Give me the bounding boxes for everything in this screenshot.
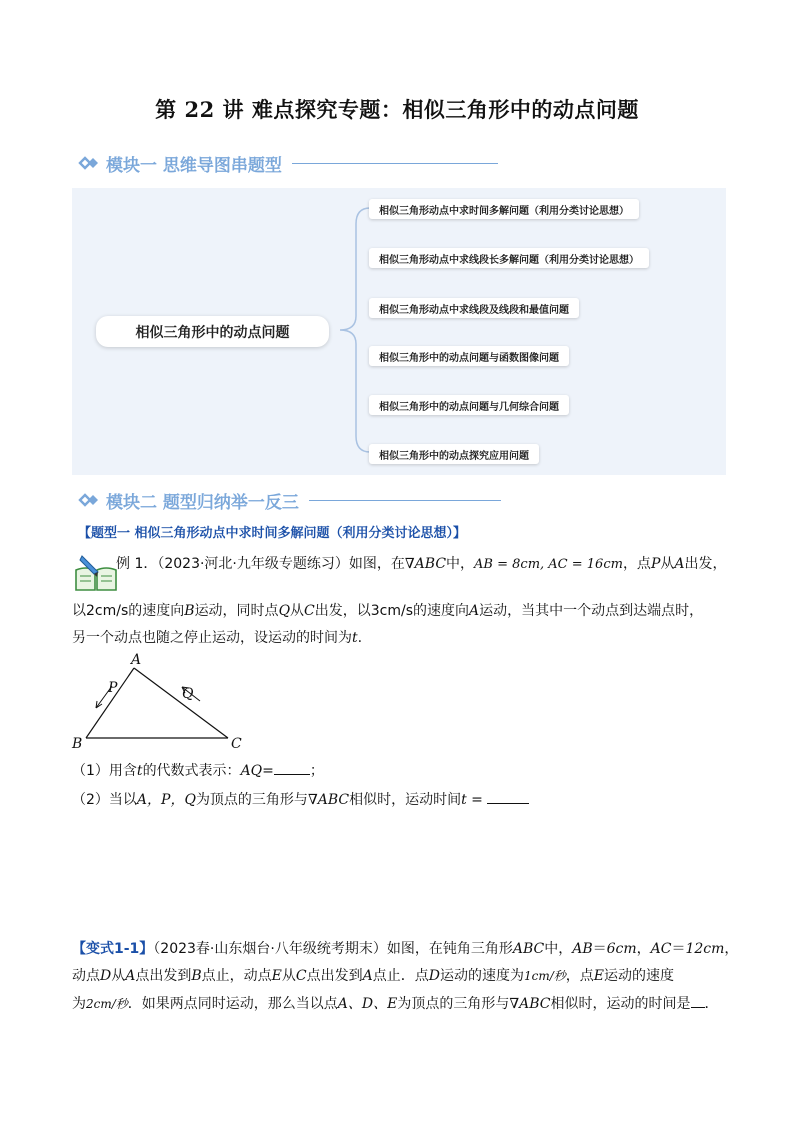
vertex-label-c: C <box>231 736 242 752</box>
answer-blank[interactable] <box>487 789 529 804</box>
variant-line-1: 【变式1-1】（2023春·山东烟台·八年级统考期末）如图，在钝角三角形ABC中，AB＝6cm，AC＝12cm， <box>72 941 739 957</box>
mind-map-item: 相似三角形动点中求线段长多解问题（利用分类讨论思想） <box>369 248 649 268</box>
triangle-figure <box>68 652 258 752</box>
vertex-label-a: A <box>131 652 142 668</box>
point-label-q: Q <box>182 686 194 702</box>
double-diamond-icon <box>78 152 100 174</box>
variant-line-3: 为2cm/秒．如果两点同时运动，那么当以点A、D、E为顶点的三角形与∇ABC相似时，运动的时间是 ． <box>72 993 719 1014</box>
mind-map-item: 相似三角形动点中求线段及线段和最值问题 <box>369 298 579 318</box>
divider-line <box>292 163 498 164</box>
example-one-line-3: 另一个动点也随之停止运动，设运动的时间为t. <box>72 630 363 646</box>
point-label-p: P <box>108 680 118 696</box>
mind-map <box>72 188 726 475</box>
vertex-label-b: B <box>72 736 83 752</box>
mind-map-item: 相似三角形中的动点问题与函数图像问题 <box>369 346 569 366</box>
type-one-heading: 【题型一 相似三角形动点中求时间多解问题（利用分类讨论思想）】 <box>78 526 467 541</box>
mind-map-item: 相似三角形中的动点问题与几何综合问题 <box>369 395 569 415</box>
module-two-label: 模块二 题型归纳举一反三 <box>106 492 299 513</box>
variant-line-2: 动点D从A点出发到B点止，动点E从C点出发到A点止．点D运动的速度为1cm/秒，点E运动的速度 <box>72 968 674 984</box>
example-one-line-2: 以2cm/s的速度向B运动，同时点Q从C出发，以3cm/s的速度向A运动，当其中一个动点到达端点时， <box>72 603 704 619</box>
question-two: （2）当以A，P，Q为顶点的三角形与∇ABC相似时，运动时间t = <box>72 789 529 810</box>
book-pencil-icon <box>72 552 120 592</box>
mind-map-root: 相似三角形中的动点问题 <box>96 316 329 347</box>
question-one: （1）用含t的代数式表示：AQ= ； <box>72 760 324 781</box>
divider-line <box>309 500 501 501</box>
example-one-line-1: 例 1．（2023·河北·九年级专题练习）如图，在∇ABC中，AB = 8cm, AC = 16cm，点P从A出发， <box>116 556 727 572</box>
mind-map-item: 相似三角形中的动点探究应用问题 <box>369 444 539 464</box>
double-diamond-icon <box>78 489 100 511</box>
brace-connector <box>334 200 372 460</box>
answer-blank[interactable] <box>691 993 705 1008</box>
mind-map-item: 相似三角形动点中求时间多解问题（利用分类讨论思想） <box>369 199 639 219</box>
module-one-header <box>78 150 498 176</box>
answer-blank[interactable] <box>274 760 310 775</box>
module-two-header <box>78 487 501 513</box>
module-one-label: 模块一 思维导图串题型 <box>106 155 282 176</box>
page-title: 第 22 讲 难点探究专题：相似三角形中的动点问题 <box>155 97 639 122</box>
